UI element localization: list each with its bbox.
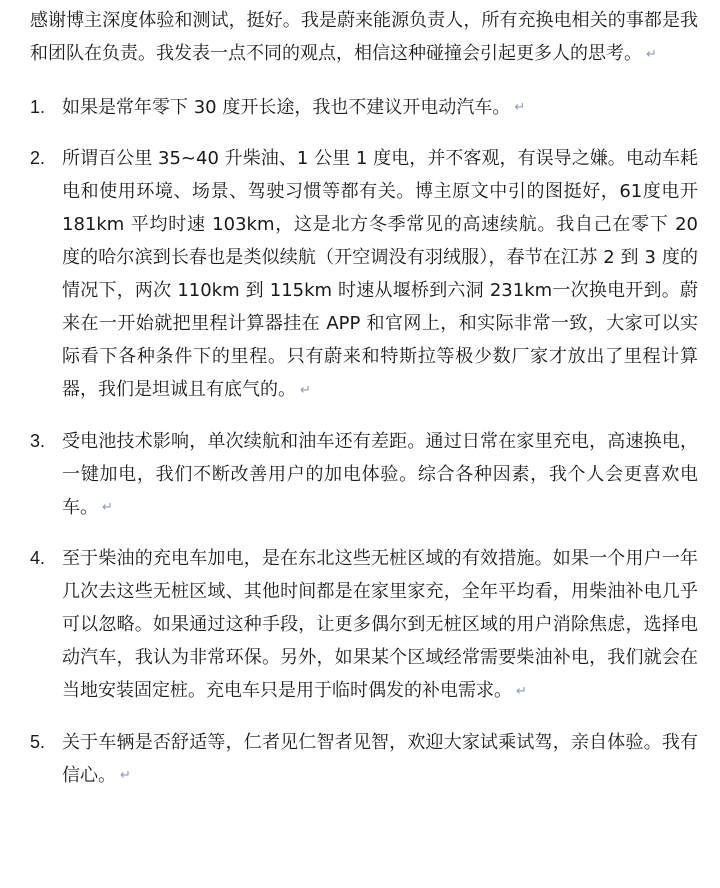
list-item-text: 受电池技术影响，单次续航和油车还有差距。通过日常在家里充电，高速换电，一键加电，我们不断改善用户的加电体验。综合各种因素，我个人会更喜欢电车。 [62,430,698,518]
list-item-text: 关于车辆是否舒适等，仁者见仁智者见智，欢迎大家试乘试驾，亲自体验。我有信心。 [62,731,698,786]
list-item [30,142,698,407]
paragraph-mark-icon: ↵ [514,100,526,115]
list-item-number: 2. [30,148,46,168]
list-item-number: 3. [30,430,46,451]
list-item-text: 至于柴油的充电车加电，是在东北这些无桩区域的有效措施。如果一个用户一年几次去这些无桩区域、其他时间都是在家里家充，全年平均看，用柴油补电几乎可以忽略。如果通过这种手段，让更多偶尔到无桩区域的用户消除焦虑，选择电动汽车，我认为非常环保。另外，如果某个区域经常需要柴油补电，我们就会在当地安装固定桩。充电车只是用于临时偶发的补电需求。 [62,548,698,701]
list-item-body [62,142,698,407]
paragraph-mark-icon: ↵ [516,683,527,699]
list-item [30,425,698,525]
numbered-list [30,91,698,793]
list-item-body [62,726,698,793]
list-item-body [62,542,698,708]
list-item-text: 所谓百公里 35~40 升柴油、1 公里 1 度电，并不客观，有误导之嫌。电动车耗电和使用环境、场景、驾驶习惯等都有关。博主原文中引的图挺好，61度电开 181km 平均时速 103km，这是北方冬季常见的高速续航。我自己在零下 20 度的哈尔滨到长春也是类似续航（开空调没有羽绒服），春节在江苏 2 到 3 度的情况下，两次 110km 到 115km 时速从堰桥到六洞 231km一次换电开到。蔚来在一开始就把里程计算器挂在 APP 和官网上，和实际非常一致，大家可以实际看下各种条件下的里程。只有蔚来和特斯拉等极少数厂家才放出了里程计算器，我们是坦诚且有底气的。 [62,148,698,400]
list-item-number: 1. [30,96,46,117]
list-item-number: 4. [30,548,46,568]
paragraph-mark-icon: ↵ [120,768,131,783]
list-item-body [62,91,698,125]
list-item-text: 如果是常年零下 30 度开长途，我也不建议开电动汽车。 [62,96,511,118]
list-item-body [62,425,698,525]
intro-text: 感谢博主深度体验和测试，挺好。我是蔚来能源负责人，所有充换电相关的事都是我和团队在负责。我发表一点不同的观点，相信这种碰撞会引起更多人的思考。 [30,10,698,64]
intro-paragraph [30,0,698,71]
list-item-number: 5. [30,731,46,752]
paragraph-mark-icon: ↵ [646,46,657,62]
list-item [30,542,698,708]
list-item [30,91,698,125]
paragraph-mark-icon: ↵ [300,382,311,398]
paragraph-mark-icon: ↵ [102,500,113,515]
list-item [30,726,698,793]
